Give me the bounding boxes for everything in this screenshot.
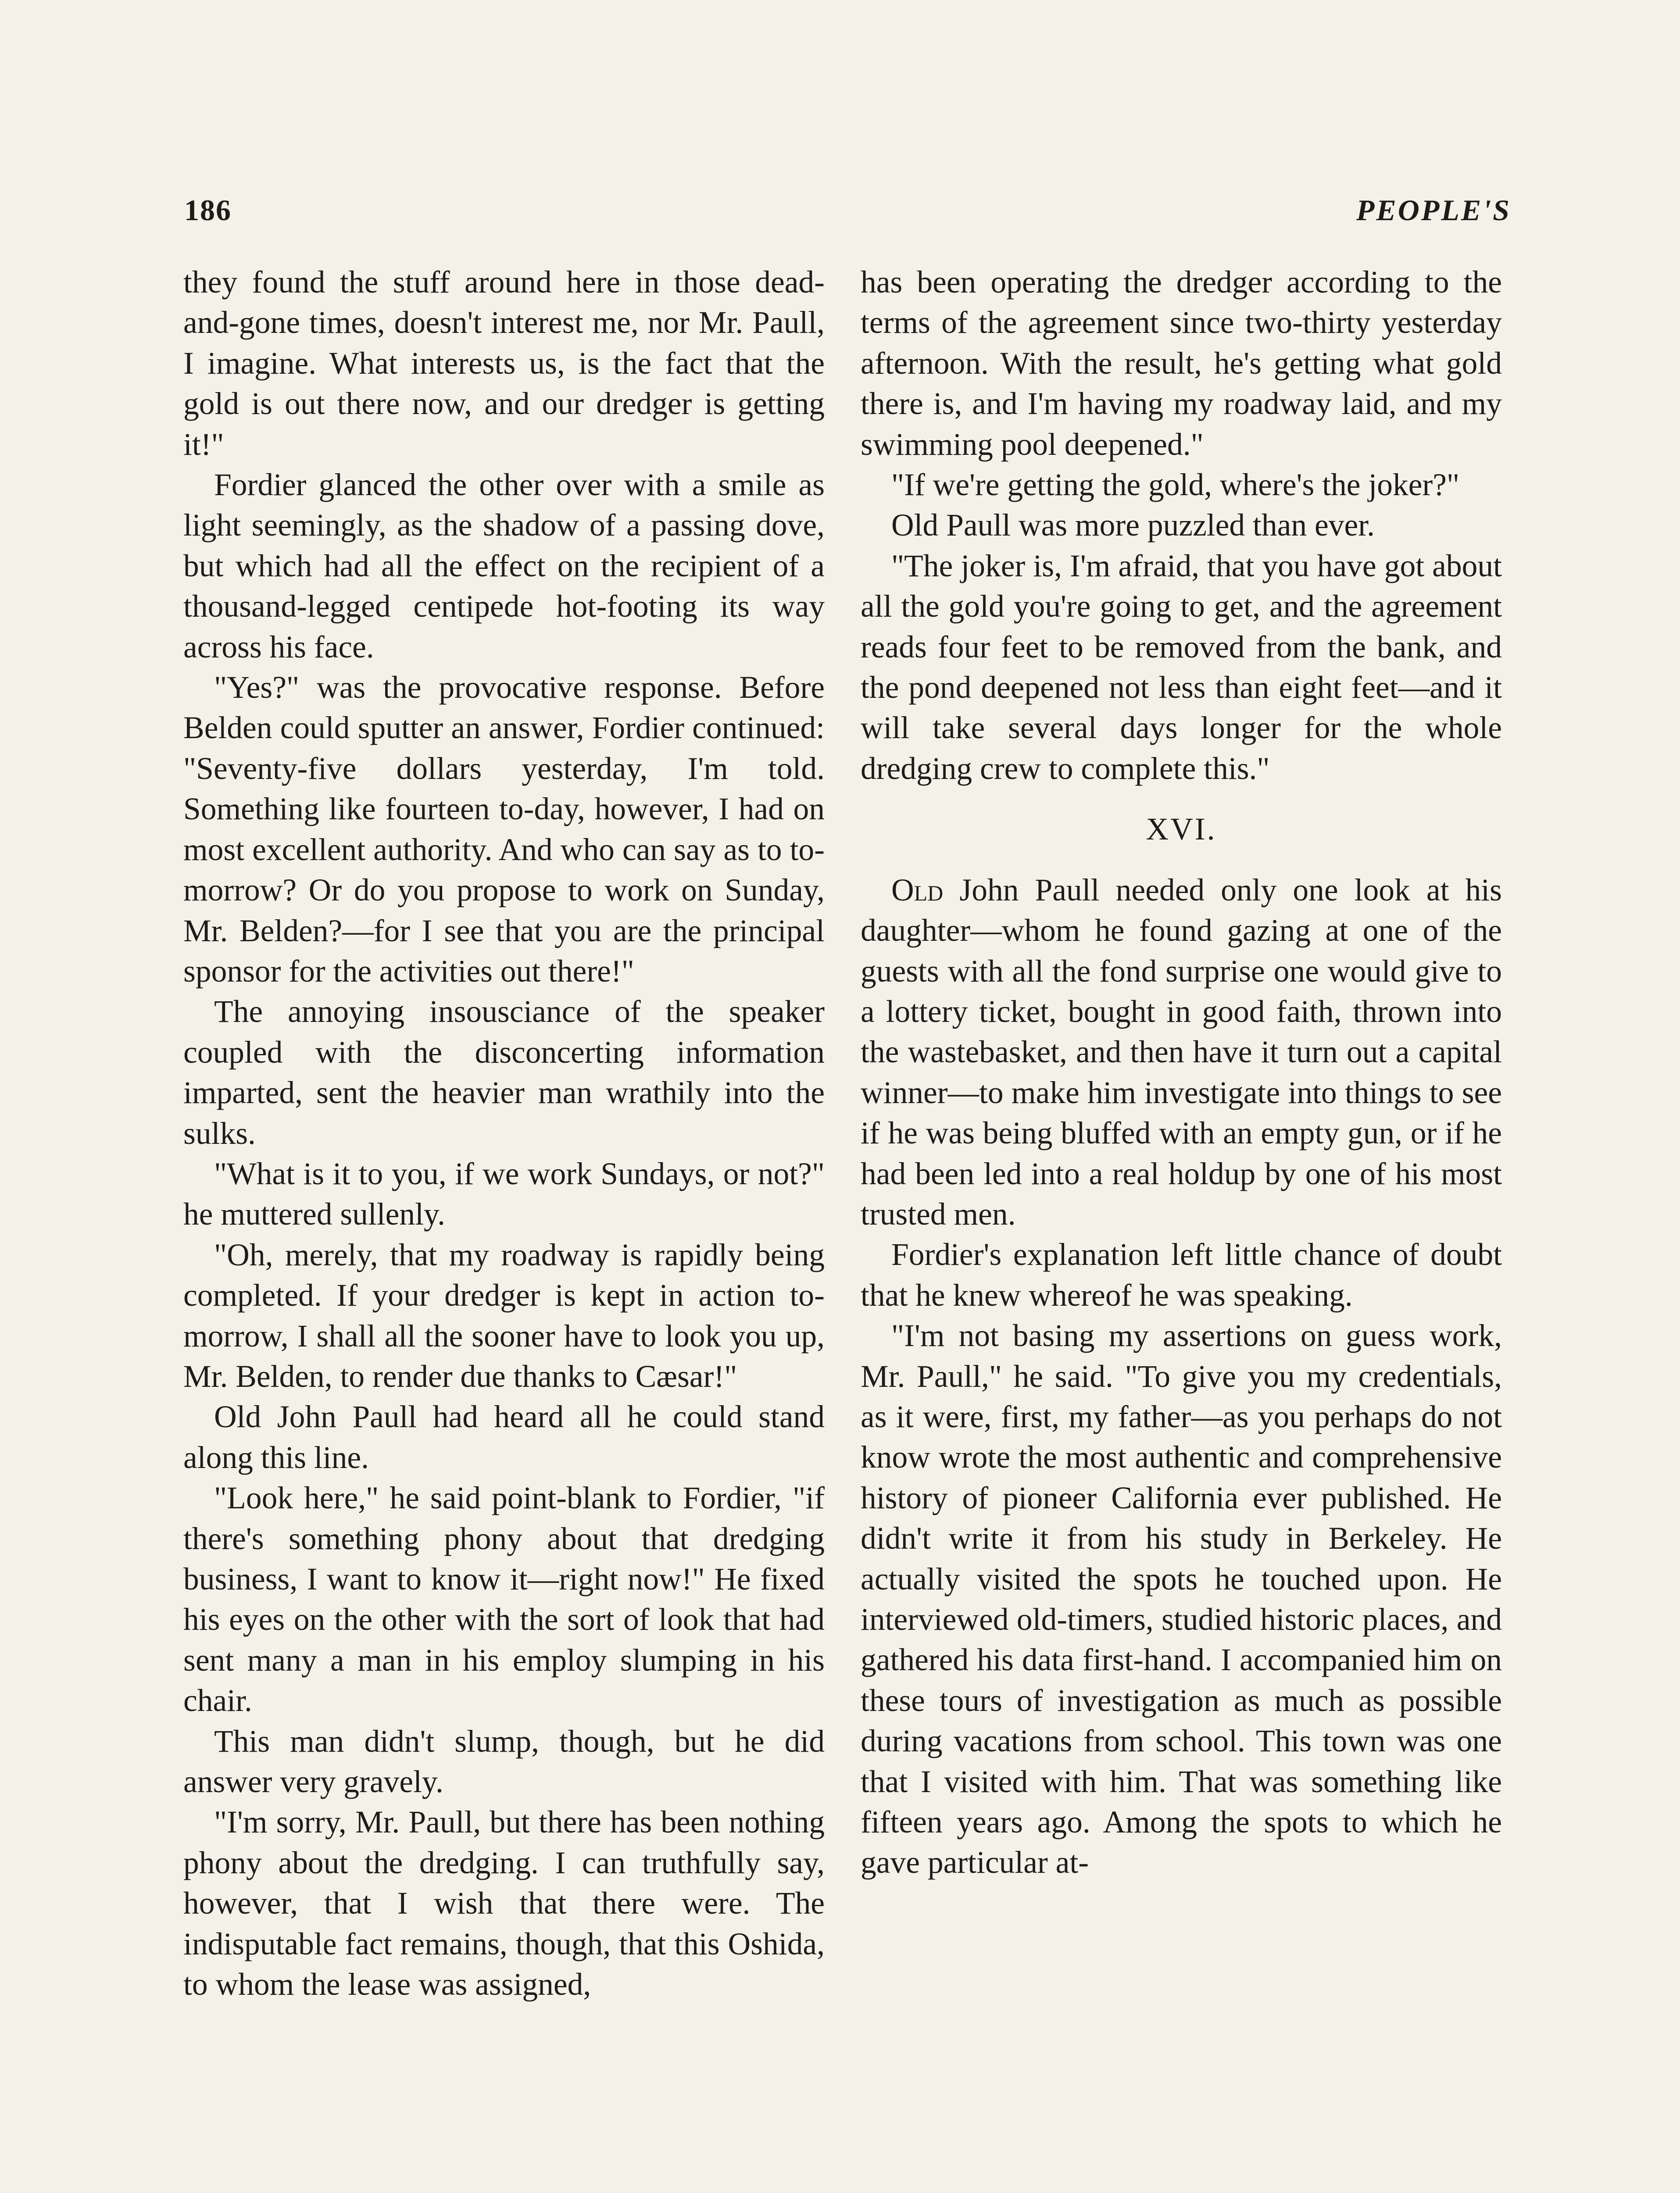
paragraph: "What is it to you, if we work Sundays, or not?" he muttered sullenly. <box>183 1156 825 1232</box>
paragraph: "Yes?" was the provocative response. Before Belden could sputter an answer, Fordier continued: "Seventy-five dollars yesterday, I'm told. Something like fourteen to-day, however, I had on most excellent authority. And who can say as to to-morrow? Or do you propose to work on Sunday, Mr. Belden?—for I see that you are the principal sponsor for the activities out there!" <box>183 670 825 989</box>
page-header <box>184 193 1511 241</box>
paragraph: Fordier's explanation left little chance of doubt that he knew whereof he was speaking. <box>861 1237 1502 1313</box>
right-column <box>861 262 1502 1883</box>
page-number: 186 <box>184 193 232 227</box>
paragraph: "I'm not basing my assertions on guess work, Mr. Paull," he said. "To give you my credentials, as it were, first, my father—as you perhaps do not know wrote the most authentic and comprehensive history of pioneer California ever published. He didn't write it from his study in Berkeley. He actually visited the spots he touched upon. He interviewed old-timers, studied historic places, and gathered his data first-hand. I accompanied him on these tours of investigation as much as possible during vacations from school. This town was one that I visited with him. That was something like fifteen years ago. Among the spots to which he gave particular at- <box>861 1318 1502 1880</box>
paragraph: Fordier glanced the other over with a smile as light seemingly, as the shadow of a passing dove, but which had all the effect on the recipient of a thousand-legged centipede hot-footing its way across his face. <box>183 468 825 664</box>
paragraph: "If we're getting the gold, where's the joker?" <box>891 468 1460 503</box>
paragraph: The annoying insousciance of the speaker coupled with the disconcerting information imparted, sent the heavier man wrathily into the sulks. <box>183 994 825 1151</box>
paragraph-text: John Paull needed only one look at his daughter—whom he found gazing at one of the guests with all the fond surprise one would give to a lottery ticket, bought in good faith, thrown into the wastebasket, and then have it turn out a capital winner—to make him investigate into things to see if he was being bluffed with an empty gun, or if he had been led into a real holdup by one of his most trusted men. <box>861 872 1502 1232</box>
section-heading: XVI. <box>1146 812 1217 847</box>
chapter-opening-paragraph <box>861 870 1502 1235</box>
paragraph: "I'm sorry, Mr. Paull, but there has been nothing phony about the dredging. I can truthfully say, however, that I wish that there were. The indisputable fact remains, though, that this Oshida, to whom the lease was assigned, <box>183 1805 825 2002</box>
paragraph: "Look here," he said point-blank to Fordier, "if there's something phony about that dredging business, I want to know it—right now!" He fixed his eyes on the other with the sort of look that had sent many a man in his employ slumping in his chair. <box>183 1481 825 1718</box>
paragraph: Old Paull was more puzzled than ever. <box>891 508 1375 543</box>
left-column <box>183 262 825 2005</box>
paragraph: they found the stuff around here in those dead-and-gone times, doesn't interest me, nor Mr. Paull, I imagine. What interests us, is the fact that the gold is out there now, and our dredger is getting it!" <box>183 265 825 462</box>
small-caps-lead: Old <box>891 872 944 907</box>
paragraph: Old John Paull had heard all he could stand along this line. <box>183 1400 825 1475</box>
paragraph: "Oh, merely, that my roadway is rapidly being completed. If your dredger is kept in action to-morrow, I shall all the sooner have to look you up, Mr. Belden, to render due thanks to Cæsar!" <box>183 1237 825 1394</box>
paragraph: has been operating the dredger according to the terms of the agreement since two-thirty yesterday afternoon. With the result, he's getting what gold there is, and I'm having my roadway laid, and my swimming pool deepened." <box>861 265 1502 462</box>
running-head: PEOPLE'S <box>1356 193 1511 227</box>
paragraph: "The joker is, I'm afraid, that you have got about all the gold you're going to get, and the agreement reads four feet to be removed from the bank, and the pond deepened not less than eight feet—and it will take several days longer for the whole dredging crew to complete this." <box>861 548 1502 786</box>
paragraph: This man didn't slump, though, but he did answer very gravely. <box>183 1724 825 1800</box>
